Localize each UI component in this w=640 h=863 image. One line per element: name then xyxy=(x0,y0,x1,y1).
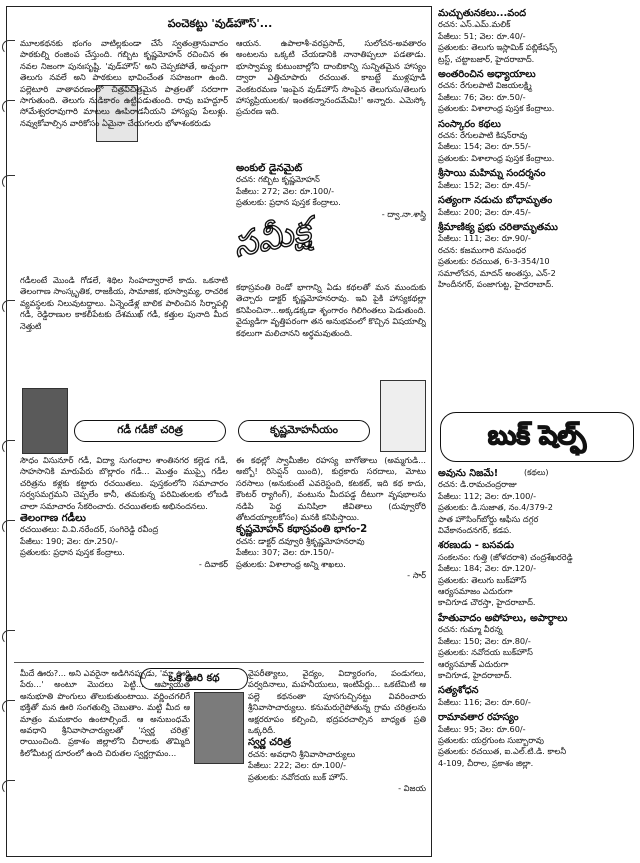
bookshelf-entry-detail: పేజీలు: 200; వెల: రూ.45/- xyxy=(438,206,531,217)
bookshelf-entry-detail: పాత హౌసింగ్‌బోర్డు ఆఫీసు దగ్గర xyxy=(438,513,539,524)
book-title: స్వర్ణ చరిత్ర xyxy=(248,737,292,749)
book-title: కృష్ణమోహన్ కథాస్రవంతి భాగం-2 xyxy=(236,524,368,536)
bookshelf-entry-title: శరణుడు - బసవడు xyxy=(438,540,515,552)
bookshelf-entry-title: సత్యంగా నడుచు బోధామృతం xyxy=(438,195,553,207)
book-cover-image xyxy=(22,388,68,454)
bookshelf-entry xyxy=(438,613,636,681)
article-signature: - దివాకర్ xyxy=(198,558,228,569)
bookshelf-entry-detail: కాచిగూడ చౌరస్తా, హైదరాబాద్. xyxy=(438,597,536,608)
bookshelf-entry-title: సంస్కారం కథలు xyxy=(438,118,501,130)
binder-curl-icon xyxy=(2,520,15,534)
bookshelf-entry xyxy=(438,69,636,115)
article-b-body xyxy=(20,455,228,655)
book-distributor: ప్రతులకు: విశాలాంధ్ర అన్ని శాఖలు. xyxy=(236,558,346,569)
bookshelf-entry-title: శ్రీమాణిక్య ప్రభు చరితామృతము xyxy=(438,221,558,233)
page-header: పంచెకట్టు 'వుడ్‌హౌస్'... xyxy=(167,18,273,30)
bookshelf-entry-title: అంతరించిన అధ్యాయాలు xyxy=(438,69,536,81)
bookshelf-entry xyxy=(438,222,636,290)
bookshelf-entry xyxy=(438,540,636,608)
article-a-col1 xyxy=(20,38,228,268)
bookshelf-entry-detail: ప్రతులకు: రచయిత, 6-3-354/10 xyxy=(438,256,550,267)
binder-curl-icon xyxy=(2,175,15,189)
binder-curl-icon xyxy=(2,440,15,454)
article-signature: - ద్వా.నా.శాస్త్రి xyxy=(381,208,426,219)
book-author: రచయితలు: వి.వి.నరేందర్, సంగిరెడ్డి రవీంద్ర xyxy=(20,524,159,535)
section-divider xyxy=(14,662,424,663)
book-distributor: ప్రతులకు: నవోదయ బుక్ హౌస్. xyxy=(248,771,349,782)
bookshelf-entry-detail: ప్రతులకు: యర్రగుంట సుబ్బారావు xyxy=(438,734,544,745)
article-signature: - సార్ xyxy=(407,570,426,581)
book-price: పేజీలు: 272; వెల: రూ.100/- xyxy=(236,185,335,196)
bookshelf-entry-detail: ప్రతులకు: తెలుగు ఇస్లామిక్ పబ్లికేషన్స్ xyxy=(438,42,557,53)
book-distributor: ప్రతులకు: ప్రధాన పుస్తక కేంద్రాలు. xyxy=(20,547,125,558)
book-cover-image xyxy=(194,692,244,764)
bookshelf-entry xyxy=(438,119,636,165)
article-a-para1: మూలకథనకు భంగం వాటిల్లకుండా చేసే స్వతంత్రానువాదం పాఠకుల్ని రంజింప చేస్తుంది. గబ్బిట కృష్ణమోహన్ రచించిన ఈ నవల నిజంగా పునఃసృష్టి. 'వుడ్‌హౌస్' అని చెప్పకపోతే, అచ్చంగా తెలుగు నవలే అని పాఠకులు భావించేంత సహజంగా ఉంది. పల్లెటూరి వాతావరణంలో చిత్రవిచిత్రమైన పాత్రలతో సరదాగా సాగుతుంది. తెలుగు నుడికారం ఉట్టిపడుతుంది. రావు బహద్దూర్ సోమేశ్వరరావుగారి మాటలు ఊపిరాడనీయని హాస్యపు పేలుళ్లు. నవ్వుకోవాల్సిన వారికోసం ఏమైనా చేయగలరు భోళాశంకరుడు xyxy=(20,38,228,128)
bookshelf-entry-detail: పేజీలు: 112; వెల: రూ.100/- xyxy=(438,490,537,501)
book-distributor: ప్రతులకు: ప్రధాన పుస్తక కేంద్రాలు. xyxy=(236,197,341,208)
bookshelf-entry-title: రామావతార రహస్యం xyxy=(438,712,519,724)
bookshelf-entry-title: అవును నిజమే! xyxy=(438,468,499,479)
bookshelf-entry-detail: సంకలనం: గుత్తి (జోళదరాశి) చంద్రశేఖరరెడ్డి xyxy=(438,551,573,562)
bookshelf-entry-detail: పేజీలు: 95; వెల: రూ.60/- xyxy=(438,723,526,734)
samiksha-logo: సమీక్ష xyxy=(229,210,315,266)
book-author: రచన: డాక్టర్ దవ్వూరి శ్రీకృష్ణమోహనరావు xyxy=(236,535,365,546)
article-a-para2: ఆయన. ఉపాలాశీ-వరప్రసాద్, సులోచన-అవతారం అంటలను ఒక్కటి చేయడానికి నానాతిప్పలూ పడతాడు. భూస్వామ్య కుటుంబాల్లోని దాంబికాన్ని సున్నితమైన హాస్యం ద్వారా ఎత్తిచూపారు రచయిత. కాబట్టే ముళ్లపూడి వెంకటరమణ 'ఇంపైన వుడ్‌హౌస్ సొంపైన తెలుగుసు/తెలుగు హాస్యప్రియులకు/ ఇంతకన్నానందమేమి!' అన్నారు. ఎమెస్కో ప్రచురణ ఇది. xyxy=(236,38,426,117)
bookshelf-entry-detail: ప్రతులకు: డి.సుజాత, నం.4/379-2 xyxy=(438,502,553,513)
bookshelf-entry xyxy=(438,168,636,191)
article-d-para1: మీదే ఊరు?... అని ఎవరైనా అడిగినప్పుడు, 'మా ఊరి పేరు...' అంటూ మొదలు పెట్టి... ఆప్యాయత అనుభూతి పొంగులు తొలుకుతుంటాయి. వర్ణించగలిగే భక్తితో మన ఊరి సంగతుల్ని చెబుతాం. మట్టి మీద ఆ మాత్రం మమకారం ఉంటాల్సిందే. ఆ అనుబంధమే అవధాని శ్రీనివాసాచార్యులతో 'స్వర్ణ చరిత్ర' రాయించింది. ప్రకాశం జిల్లాలోని చీరాలకు తొమ్మిది కిలోమీటర్ల దూరంలో ఉంది చిరుతల స్వర్ణగ్రామం... xyxy=(20,668,190,758)
binder-curl-icon xyxy=(2,100,15,114)
bookshelf-entry-detail: పేజీలు: 184; వెల: రూ.120/- xyxy=(438,563,537,574)
bookshelf-entry-detail: పేజీలు: 150; వెల: రూ.80/- xyxy=(438,635,531,646)
article-c-para1: కథాస్రవంతి రెండో భాగాన్ని ఏడు కథలతో మన ముందుకు తెచ్చారు డాక్టర్ కృష్ణమోహనరావు. ఇవి పైకి హాస్యకథల్లా కనిపించినా...అక్కడక్కడా శృంగారం గిలిగింతలు పెడుతుంది. వైద్యుడిగా వృత్తిపరంగా తన అనుభవంలో కొచ్చిన విషయాల్ని కథలుగా మలిచానని అర్థమవుతుంది. xyxy=(236,282,426,338)
bookshelf-entry-detail: ప్రతులకు: విశాలాంధ్ర పుస్తక కేంద్రాలు. xyxy=(438,152,555,163)
bookshelf-entry-detail: ప్రతులకు: తెలుగు బుక్‌హౌస్ xyxy=(438,574,527,585)
article-d-col1 xyxy=(20,668,190,856)
article-c-para2: ఈ కథల్లో స్వామీజీల రహస్య బాగోతాలు (అమ్మగుడి... అబ్బో! రిసెప్షన్ యింది), కుర్రకారు సరదాలు, మోటు సరసాలు (అనుకుంటే ఎవరెస్టంది, కటకట్, ఇది కథ కాదు, కౌంటర్ ర్యాగింగ్), వంటును మీదపడ్డ దీటుగా వృషభాలను నడిపి పెద్ద మనిషిలా జీవితాలు (దువ్వూరోరి తోటదయ్యాలకోసం) మనకి కనిపిస్తాయి. xyxy=(236,455,426,523)
bookshelf-entry-detail: పేజీలు: 152; వెల: రూ.45/- xyxy=(438,179,531,190)
book-price: పేజీలు: 190; వెల: రూ.250/- xyxy=(20,535,119,546)
bookshelf-entry-detail: పేజీలు: 116; వెల: రూ.60/- xyxy=(438,696,531,707)
bookshelf-entry-detail: ఆర్యసమాజం ఎదురుగా xyxy=(438,586,513,597)
bookshelf-entry-detail: ఆర్యసమాజ్ ఎదురుగా xyxy=(438,658,509,669)
article-d-para2: వైపరీత్యాలు, వైద్యం, విద్యారంగం, పండుగలు, పర్వదినాలు, మహనీయులు, ఇంటిపేర్లు... ఒకటేమిటి ఆ పల్లె కథనంతా పూసగుచ్చినట్టు వివరించారు శ్రీనివాసాచార్యులు. కనుమరుగైపోతున్న గ్రామ చరిత్రలను అక్షరరూపం కల్పించి, భద్రపరచాల్సిన బాధ్యత ప్రతి ఒక్కరిదీ. xyxy=(248,668,426,736)
bookshelf-entry-detail: 4-109, చీరాల, ప్రకాశం జిల్లా. xyxy=(438,757,534,768)
article-d-banner: ఒక ఊరి కథ xyxy=(140,668,248,690)
binder-curl-icon xyxy=(2,300,15,314)
book-cover-image xyxy=(380,380,426,452)
book-title: అంకుల్ డైనమైట్ xyxy=(236,163,303,174)
article-d-col2 xyxy=(248,668,426,856)
bookshelf-list-bottom xyxy=(438,468,636,860)
bookshelf-entry-detail: రచన: కజముగారి వసుంధర xyxy=(438,244,527,255)
book-price: పేజీలు: 222; వెల: రూ.100/- xyxy=(248,760,347,771)
article-c-intro xyxy=(236,282,426,370)
bookshelf-entry-detail: రచన: రేగులపాటి విజయలక్ష్మి xyxy=(438,80,532,91)
binder-curl-icon xyxy=(2,630,15,644)
bookshelf-entry-detail: ట్రస్ట్, చట్టాబజార్, హైదరాబాద్. xyxy=(438,53,535,64)
bookshelf-entry-detail: పేజీలు: 154; వెల: రూ.55/- xyxy=(438,141,531,152)
bookshelf-entry-detail: హిందీనగర్, పంజాగుట్ట, హైదరాబాద్. xyxy=(438,278,554,289)
bookshelf-entry xyxy=(438,195,636,218)
book-author: రచన: అవధాని శ్రీనివాసాచార్యులు xyxy=(248,748,356,759)
article-b-para2: సౌధం విసునూర్ గడీ, విద్యా సుగంధాల శాంతినగర కల్లెడ గడీ, సాహసానికి మారుపేరు బొల్లారం గడీ... మొత్తం ముప్పై గడీల చరిత్రను కళ్లకు కట్టారు రచయితలు. పుస్తకంలోని సమాచారం సర్వసమగ్రమని చెప్పలేం కానీ, తమకున్న పరిమితులకు లోబడి చాలా సమాచారం సేకరించారు. రచయితలకు అభినందనలు. xyxy=(20,455,228,511)
bookshelf-entry-title: మచ్చుతునకలు...వంద xyxy=(438,8,527,19)
bookshelf-entry-title: శ్రీసాయి మహిమ్న సందర్శనం xyxy=(438,168,546,180)
bookshelf-entry xyxy=(438,712,636,769)
bookshelf-title: బుక్ షెల్ఫ్ xyxy=(440,412,634,462)
bookshelf-entry: అవును నిజమే! (కథలు) రచన: డి.రామచంద్రరాజు పేజీలు: 112; వెల: రూ.100/- ప్రతులకు: డి.సుజాత, నం.4/379-2 పాత హౌసింగ్‌బోర్డు ఆఫీసు దగ్గర వివేకానందనగర్, కడప. xyxy=(438,468,636,536)
bookshelf-entry-title: సత్యశోధన xyxy=(438,685,479,697)
bookshelf-entry-detail: ప్రతులకు: విశాలాంధ్ర పుస్తక కేంద్రాలు. xyxy=(438,103,555,114)
binder-curl-icon xyxy=(2,780,15,794)
article-b-intro xyxy=(20,275,228,387)
bookshelf-entry-detail: రచన: రేగులపాటి కిషన్‌రావు xyxy=(438,130,528,141)
bookshelf-entry-detail: సమాలోచన, మాదన్ అంతస్తు, ఎన్-2 xyxy=(438,267,556,278)
bookshelf-entry-detail: పేజీలు: 76; వెల: రూ.50/- xyxy=(438,91,526,102)
bookshelf-entry xyxy=(438,8,636,65)
bookshelf-entry-title: హేతువాదం అపోహలు, అపార్థాలు xyxy=(438,612,568,624)
bookshelf-entry-detail: కాచిగూడ, హైదరాబాద్. xyxy=(438,669,512,680)
bookshelf-entry-detail: పేజీలు: 51; వెల: రూ.40/- xyxy=(438,30,526,41)
book-title: తెలంగాణ గడీలు xyxy=(20,513,86,525)
bookshelf-entry-detail: రచన: గుమ్మా వీరన్న xyxy=(438,624,503,635)
book-price: పేజీలు: 307; వెల: రూ.150/- xyxy=(236,547,335,558)
article-c-body xyxy=(236,455,426,655)
bookshelf-entry-detail: పేజీలు: 111; వెల: రూ.90/- xyxy=(438,233,531,244)
bookshelf-list-top xyxy=(438,8,636,408)
article-c-banner: కృష్ణమోహనీయం xyxy=(238,420,370,442)
bookshelf-entry-detail: వివేకానందనగర్, కడప. xyxy=(438,525,512,536)
bookshelf-entry-detail: రచన: డి.రామచంద్రరాజు xyxy=(438,479,517,490)
book-author: రచన: గబ్బిట కృష్ణమోహన్ xyxy=(236,174,320,185)
bookshelf-entry-detail: ప్రతులకు: రచయిత, ఐ.ఎల్.టి.డి. కాలనీ xyxy=(438,746,567,757)
article-signature: - విజయ xyxy=(398,783,426,794)
bookshelf-entry xyxy=(438,685,636,708)
article-b-para1: గడీలంటే మొండి గోడలే, శిథిల సింహద్వారాలే కాదు. ఒకనాటి తెలంగాణ సాంస్కృతిక, రాజకీయ, సామాజిక, భూస్వామ్య, రాచరిక వ్యవస్థలకు నిలువుటద్దాలు. ఏన్నెండేళ్ల బాలిక పాలించిన సిర్నాపల్లి గడీ, రెడ్డిరాణుల కాకలీపేటకు దేశముఖ్ గడీ, కత్తుల పునాది మీద నెత్తుటి xyxy=(20,275,228,331)
article-a-col2 xyxy=(236,38,426,162)
bookshelf-entry-detail: రచన: ఎస్.ఎమ్.మలిక్ xyxy=(438,19,511,30)
bookshelf-entry-detail: ప్రతులకు: నవోదయ బుక్‌హౌస్ xyxy=(438,647,533,658)
binder-curl-icon xyxy=(2,700,15,714)
article-b-banner: గడీ గడీకో చరిత్ర xyxy=(74,420,226,442)
binder-curl-icon xyxy=(2,40,15,54)
